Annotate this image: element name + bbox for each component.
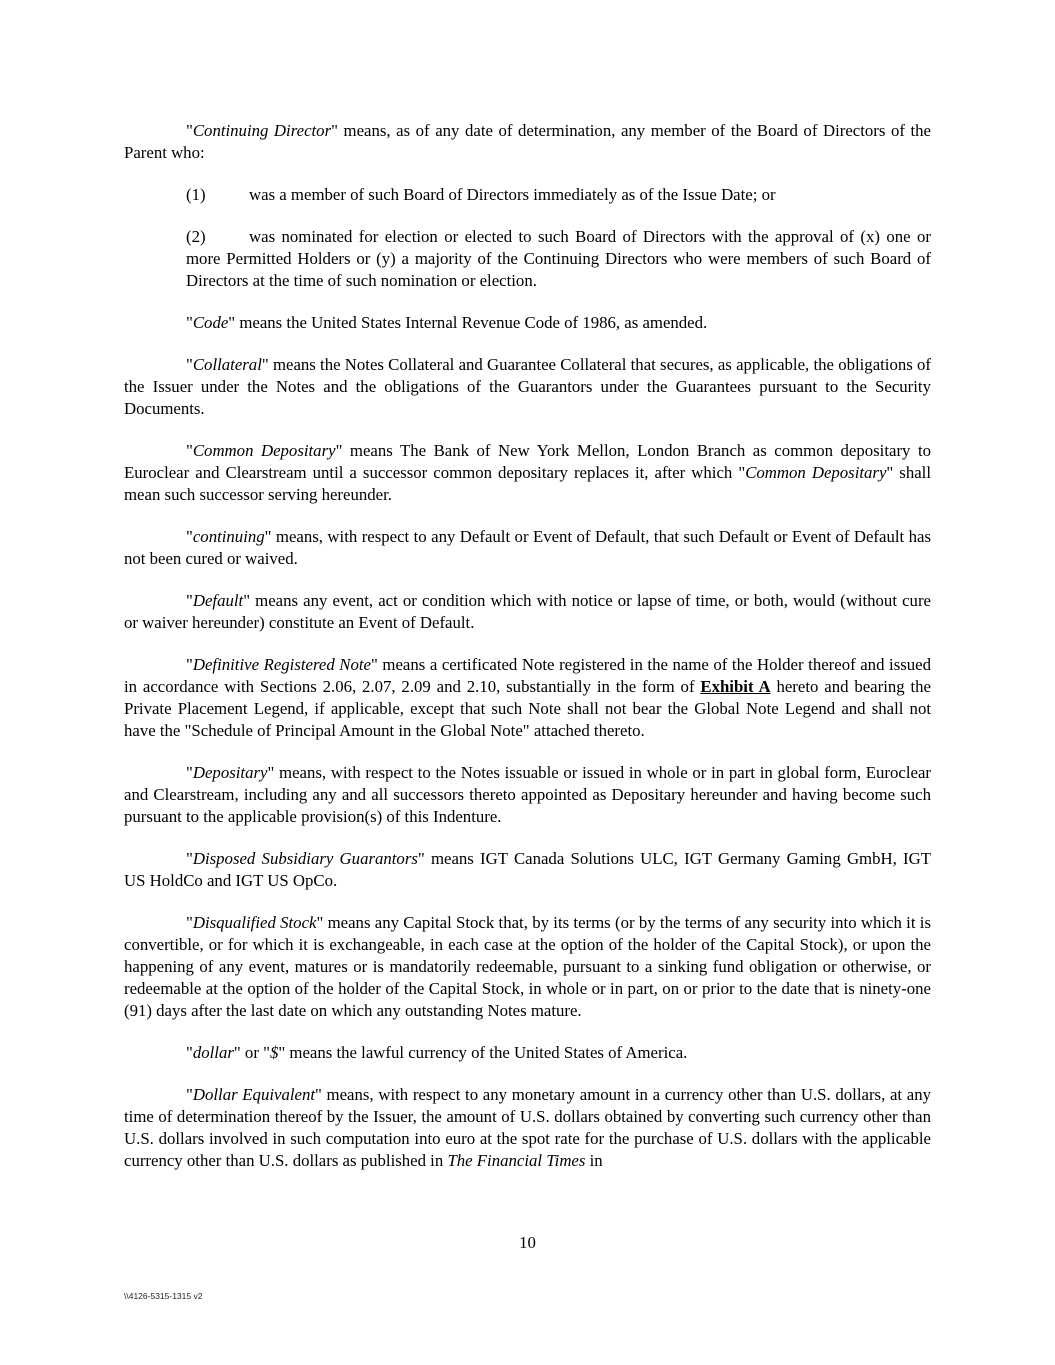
definition-definitive-registered-note: "Definitive Registered Note" means a certificated Note registered in the name of the Holder thereof and issued in accordance with Sections 2.06, 2.07, 2.09 and 2.10, substantially in the form of Exhibit A hereto and bearing the Private Placement Legend, if applicable, except that such Note shall not bear the Global Note Legend and shall not have the "Schedule of Principal Amount in the Global Note" attached thereto. xyxy=(124,655,931,740)
defined-term: Common Depositary xyxy=(192,441,336,460)
item-text: was nominated for election or elected to such Board of Directors with the approval of (x) one or more Permitted Holders or (y) a majority of the Continuing Directors who were members of such Board of Directors at the time of such nomination or election. xyxy=(186,227,931,290)
defined-term: Default xyxy=(192,591,244,610)
definition-dollar: "dollar" or "$" means the lawful currency of the United States of America. xyxy=(186,1043,688,1062)
defined-term: Common Depositary xyxy=(745,463,887,482)
item-number: (1) xyxy=(186,185,206,204)
publication-name: The Financial Times xyxy=(447,1151,586,1170)
definition-disposed-subsidiary-guarantors: "Disposed Subsidiary Guarantors" means IGT Canada Solutions ULC, IGT Germany Gaming GmbH, IGT US HoldCo and IGT US OpCo. xyxy=(124,849,931,890)
definition-continuing: "continuing" means, with respect to any Default or Event of Default, that such Default or Event of Default has not been cured or waived. xyxy=(124,527,931,568)
definition-continuing-director: "Continuing Director" means, as of any date of determination, any member of the Board of Directors of the Parent who: xyxy=(124,121,931,162)
defined-term: Code xyxy=(192,313,229,332)
defined-term: Disposed Subsidiary Guarantors xyxy=(192,849,418,868)
document-page xyxy=(124,120,931,1172)
defined-term: dollar xyxy=(192,1043,234,1062)
defined-term: continuing xyxy=(192,527,265,546)
defined-term: Collateral xyxy=(192,355,262,374)
definition-disqualified-stock: "Disqualified Stock" means any Capital Stock that, by its terms (or by the terms of any security into which it is convertible, or for which it is exchangeable, in each case at the option of the holder of the Capital Stock), or upon the happening of any event, matures or is mandatorily redeemable, pursuant to a sinking fund obligation or otherwise, or redeemable at the option of the holder of the Capital Stock, in whole or in part, on or prior to the date that is ninety-one (91) days after the last date on which any outstanding Notes mature. xyxy=(124,913,931,1020)
item-number: (2) xyxy=(186,227,206,246)
definition-dollar-equivalent: "Dollar Equivalent" means, with respect to any monetary amount in a currency other than U.S. dollars, at any time of determination thereof by the Issuer, the amount of U.S. dollars obtained by converting such currency other than U.S. dollars involved in such computation into euro at the spot rate for the purchase of U.S. dollars with the applicable currency other than U.S. dollars as published in The Financial Times in xyxy=(124,1085,931,1170)
continuing-director-item-2 xyxy=(186,226,931,292)
defined-term: Definitive Registered Note xyxy=(192,655,371,674)
defined-term: $ xyxy=(269,1043,279,1062)
exhibit-reference: Exhibit A xyxy=(700,677,771,696)
item-text: was a member of such Board of Directors immediately as of the Issue Date; or xyxy=(249,185,776,204)
defined-term: Continuing Director xyxy=(192,121,332,140)
continuing-director-item-1 xyxy=(186,184,931,206)
defined-term: Depositary xyxy=(192,763,268,782)
page-number: 10 xyxy=(519,1233,536,1252)
defined-term: Disqualified Stock xyxy=(192,913,317,932)
definition-default: "Default" means any event, act or condition which with notice or lapse of time, or both, would (without cure or waiver hereunder) constitute an Event of Default. xyxy=(124,591,931,632)
definition-code: "Code" means the United States Internal Revenue Code of 1986, as amended. xyxy=(186,313,708,332)
document-id: \\4126-5315-1315 v2 xyxy=(124,1291,203,1301)
definition-depositary: "Depositary" means, with respect to the Notes issuable or issued in whole or in part in global form, Euroclear and Clearstream, including any and all successors thereto appointed as Depositary hereunder and having become such pursuant to the applicable provision(s) of this Indenture. xyxy=(124,763,931,826)
definition-collateral: "Collateral" means the Notes Collateral and Guarantee Collateral that secures, as applicable, the obligations of the Issuer under the Notes and the obligations of the Guarantors under the Guarantees pursuant to the Security Documents. xyxy=(124,355,931,418)
defined-term: Dollar Equivalent xyxy=(192,1085,316,1104)
definition-common-depositary: "Common Depositary" means The Bank of New York Mellon, London Branch as common depositary to Euroclear and Clearstream until a successor common depositary replaces it, after which "Common Depositary" shall mean such successor serving hereunder. xyxy=(124,441,931,504)
